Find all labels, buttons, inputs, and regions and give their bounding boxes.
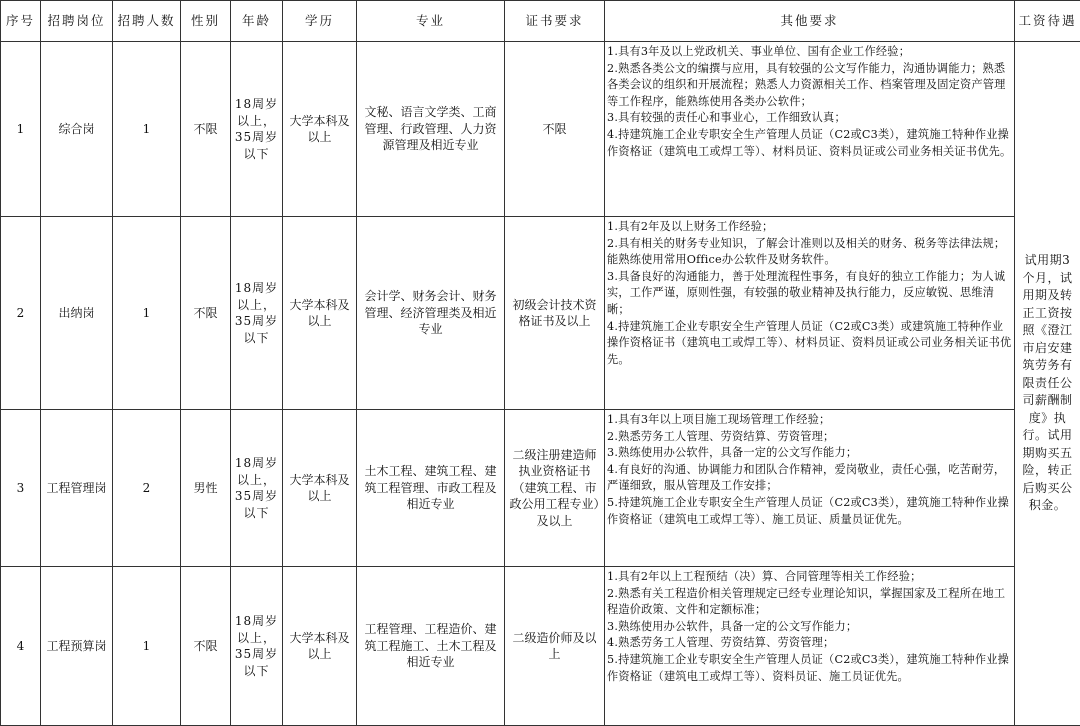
header-position: 招聘岗位 [41,1,113,42]
cell-no: 4 [1,567,41,726]
table-row [1,42,1080,217]
cell-no: 1 [1,42,41,217]
cell-major: 土木工程、建筑工程、建筑工程管理、市政工程及相近专业 [357,410,505,567]
header-certificate: 证书要求 [505,1,605,42]
cell-position: 出纳岗 [41,217,113,410]
other-item: 3.熟练使用办公软件，具备一定的公文写作能力； [607,445,1012,462]
header-salary: 工资待遇 [1015,1,1080,42]
cell-certificate: 二级注册建造师执业资格证书（建筑工程、市政公用工程专业）及以上 [505,410,605,567]
cell-other [605,42,1015,217]
header-gender: 性别 [181,1,231,42]
cell-gender: 不限 [181,42,231,217]
other-item: 3.熟练使用办公软件，具备一定的公文写作能力； [607,619,1012,636]
cell-age: 18周岁以上，35周岁以下 [231,410,283,567]
cell-gender: 男性 [181,410,231,567]
header-education: 学历 [283,1,357,42]
cell-major: 文秘、语言文学类、工商管理、行政管理、人力资源管理及相近专业 [357,42,505,217]
cell-age: 18周岁以上，35周岁以下 [231,217,283,410]
table-row [1,567,1080,726]
other-item: 4.有良好的沟通、协调能力和团队合作精神，爱岗敬业，责任心强，吃苦耐劳，严谨细致，服从管理及工作安排； [607,462,1012,495]
cell-salary: 试用期3个月，试用期及转正工资按照《澄江市启安建筑劳务有限责任公司薪酬制度》执行。试用期购买五险，转正后购买公积金。 [1015,42,1080,726]
cell-count: 1 [113,217,181,410]
cell-education: 大学本科及以上 [283,42,357,217]
other-item: 5.持建筑施工企业专职安全生产管理人员证（C2或C3类），建筑施工特种作业操作资格证（建筑电工或焊工等）、施工员证、质量员证优先。 [607,495,1012,528]
other-item: 2.熟悉劳务工人管理、劳资结算、劳资管理； [607,429,1012,446]
table-row [1,410,1080,567]
other-item: 1.具有3年及以上党政机关、事业单位、国有企业工作经验； [607,44,1012,61]
cell-major: 工程管理、工程造价、建筑工程施工、土木工程及相近专业 [357,567,505,726]
header-row [1,1,1080,42]
other-item: 4.持建筑施工企业专职安全生产管理人员证（C2或C3类）或建筑施工特种作业操作资格证书（建筑电工或焊工等）、材料员证、资料员证或公司业务相关证书优先。 [607,319,1012,369]
other-item: 2.熟悉有关工程造价相关管理规定已经专业理论知识，掌握国家及工程所在地工程造价政策、文件和定额标准； [607,586,1012,619]
cell-gender: 不限 [181,567,231,726]
cell-certificate: 二级造价师及以上 [505,567,605,726]
other-item: 1.具有2年及以上财务工作经验； [607,219,1012,236]
other-item: 1.具有2年以上工程预结（决）算、合同管理等相关工作经验； [607,569,1012,586]
cell-education: 大学本科及以上 [283,567,357,726]
header-no: 序号 [1,1,41,42]
header-age: 年龄 [231,1,283,42]
other-item: 4.持建筑施工企业专职安全生产管理人员证（C2或C3类），建筑施工特种作业操作资格证（建筑电工或焊工等）、材料员证、资料员证或公司业务相关证书优先。 [607,127,1012,160]
header-other: 其他要求 [605,1,1015,42]
cell-other [605,410,1015,567]
cell-age: 18周岁以上，35周岁以下 [231,567,283,726]
header-count: 招聘人数 [113,1,181,42]
cell-count: 1 [113,42,181,217]
cell-major: 会计学、财务会计、财务管理、经济管理类及相近专业 [357,217,505,410]
other-item: 4.熟悉劳务工人管理、劳资结算、劳资管理； [607,635,1012,652]
cell-other [605,217,1015,410]
cell-age: 18周岁以上，35周岁以下 [231,42,283,217]
other-item: 2.具有相关的财务专业知识，了解会计准则以及相关的财务、税务等法律法规；能熟练使用常用Office办公软件及财务软件。 [607,236,1012,269]
cell-education: 大学本科及以上 [283,410,357,567]
header-major: 专业 [357,1,505,42]
other-item: 3.具有较强的责任心和事业心，工作细致认真； [607,110,1012,127]
cell-position: 综合岗 [41,42,113,217]
cell-other [605,567,1015,726]
cell-no: 2 [1,217,41,410]
cell-count: 1 [113,567,181,726]
cell-position: 工程预算岗 [41,567,113,726]
other-item: 3.具备良好的沟通能力，善于处理流程性事务，有良好的独立工作能力；为人诚实，工作严谨，原则性强，有较强的敬业精神及执行能力，反应敏锐、思维清晰； [607,269,1012,319]
cell-no: 3 [1,410,41,567]
cell-gender: 不限 [181,217,231,410]
table-row [1,217,1080,410]
cell-certificate: 初级会计技术资格证书及以上 [505,217,605,410]
other-item: 1.具有3年以上项目施工现场管理工作经验； [607,412,1012,429]
cell-education: 大学本科及以上 [283,217,357,410]
cell-position: 工程管理岗 [41,410,113,567]
cell-certificate: 不限 [505,42,605,217]
cell-count: 2 [113,410,181,567]
other-item: 5.持建筑施工企业专职安全生产管理人员证（C2或C3类），建筑施工特种作业操作资格证（建筑电工或焊工等）、资料员证、施工员证优先。 [607,652,1012,685]
other-item: 2.熟悉各类公文的编撰与应用，具有较强的公文写作能力，沟通协调能力；熟悉各类会议的组织和开展流程；熟悉人力资源相关工作、档案管理及固定资产管理等工作程序，能熟练使用各类办公软件； [607,61,1012,111]
